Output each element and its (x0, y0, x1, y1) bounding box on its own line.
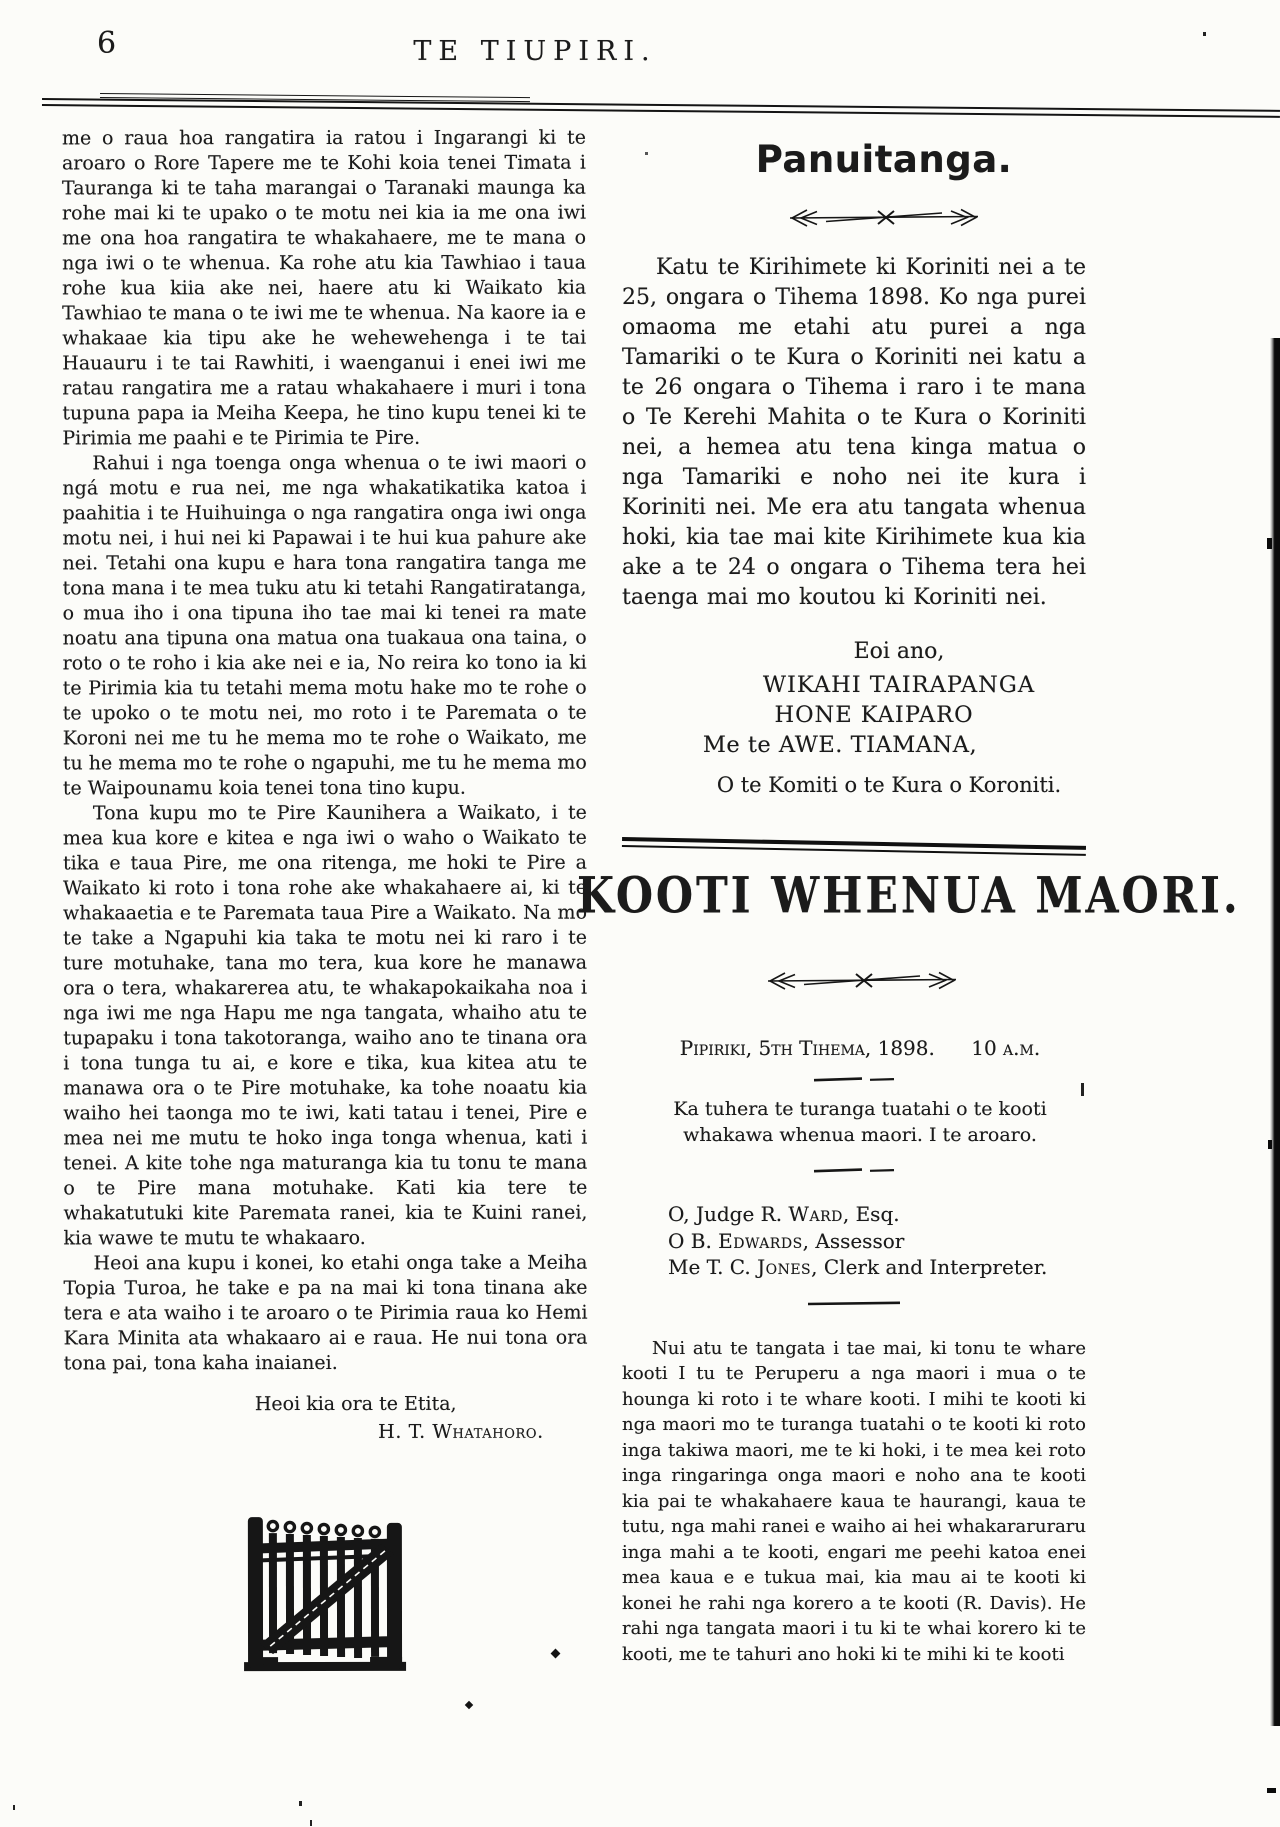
right-column (576, 138, 1241, 1667)
court-report-body: Nui atu te tangata i tae mai, ki tonu te whare kooti I tu te Peruperu a nga maori i mua o te hounga ki roto i te whare kooti. I mihi te kooti ki nga maori mo te turanga tuatahi o te kooti ki roto inga takiwa maori, me te ki hoki, i te mea kei roto inga ringaringa onga maori e noho ana te kooti kia pai te whakahaere kaua te haurangi, kaua te tutu, nga mahi ranei e waiho ai hei whakararuraru inga mahi a te kooti, engari me peehi katoa enei mea kaua e e tukua mai, kia mau ai te kooti ki konei he rahi nga korero a te kooti (R. Davis). He rahi nga tangata maori i tu ki te whai korero ki te kooti, me te tahuri ano hoki ki te mihi ki te kooti (622, 1337, 1086, 1665)
court-dateline (628, 1036, 1092, 1060)
scan-artifact (299, 1801, 302, 1806)
crossed-arrow-ornament-icon (762, 968, 962, 992)
dateline-time: 10 a.m. (971, 1036, 1041, 1060)
official-line (668, 1254, 1086, 1281)
official-line (668, 1228, 1086, 1255)
scan-artifact (1267, 538, 1272, 549)
section-title-kooti: KOOTI WHENUA MAORI. (576, 867, 1241, 926)
crossed-arrow-ornament-icon (784, 205, 984, 229)
official-name: Jones (757, 1255, 812, 1279)
committee-line: O te Komiti o te Kura o Koroniti. (716, 773, 1062, 797)
scan-artifact (645, 152, 648, 155)
official-post: , Assessor (802, 1228, 905, 1253)
section-divider-rule-icon (622, 837, 1086, 856)
short-dash-rule-icon (812, 1166, 896, 1175)
scan-artifact (465, 1701, 473, 1709)
official-pre: Me T. C. (668, 1255, 758, 1279)
court-officials (622, 1201, 1086, 1281)
scan-artifact (310, 1820, 312, 1826)
signatory-name: WIKAHI TAIRAPANGA (762, 672, 1036, 698)
article-paragraph: Heoi ana kupu i konei, ko etahi onga take a Meiha Topia Turoa, he take e pa na mai ki tona tinana ake tera e ata waiho i te aroaro o te Pirimia raua ko Hemi Kara Minita ata whakaaro ai e raua. He nui tona ora tona pai, tona kaha inaianei. (63, 1251, 588, 1375)
section-title-panuitanga: Panuitanga. (755, 138, 1013, 181)
official-pre: O, Judge R. (668, 1202, 789, 1226)
scan-artifact (1081, 1083, 1084, 1096)
notice-body: Katu te Kirihimete ki Koriniti nei a te 25, ongara o Tihema 1898. Ko nga purei omaoma me etahi atu purei a nga Tamariki o te Kura o Koriniti nei katu a te 26 ongara o Tihema i raro i te mana o Te Kerehi Mahita o te Kura o Koriniti nei, a hemea atu tena kinga matua o nga Tamariki e noho nei ite kura i Koriniti nei. Me era atu tangata whenua hoki, kia tae mai kite Kirihimete kua kia ake a te 24 o ongara o Tihema tera hei taenga mai mo koutou ki Koriniti nei. (622, 255, 1086, 610)
official-pre: O B. (668, 1228, 719, 1253)
signatory-name: Me te AWE. TIAMANA, (702, 732, 978, 758)
court-opening: Ka tuhera te turanga tuatahi o te kooti whakawa whenua maori. I te aroaro. (673, 1098, 1047, 1146)
masthead-title: TE TIUPIRI. (413, 36, 657, 67)
article-paragraph: Rahui i nga toenga onga whenua o te iwi maori o ngá motu e rua nei, me nga whakatikatika katoa i paahitia i te Huihuinga o nga rangatira onga iwi onga motu nei, i hui nei ki Papawai i te hui kua pahure ake nei. Tetahi ona kupu e hara tona rangatira tanga me tona mana i te mea tuku atu ki tetahi Rangatiratanga, o mua iho i ona tipuna iho tae mai ki tenei ra mate noatu ana tipuna ona matua ona tuakaua ona taina, o roto o te roho i kia ake nei e ia, No reira ko tono ia ki te Pirimia kia tu tetahi mema motu hake mo te rohe o te upoko o te motu nei, mo roto i te Paremata o te Koroni nei me tu he mema mo te rohe o Waikato, me tu he mema mo te rohe o ngapuhi, me tu he mema mo te Waipounamu koia tenei tona tino kupu. (62, 451, 587, 800)
short-dash-rule-icon (806, 1299, 902, 1308)
dateline-text: Pipiriki, 5th Tihema, 1898. (679, 1036, 935, 1060)
official-post: , Esq. (842, 1202, 900, 1226)
signature-name: H. T. Whatahoro. (378, 1420, 544, 1443)
scan-artifact (1203, 32, 1206, 36)
header-double-rule-icon (42, 98, 1280, 118)
closing-line: Eoi ano, (853, 639, 945, 664)
page-number: 6 (97, 26, 117, 61)
official-post: , Clerk and Interpreter. (811, 1255, 1048, 1279)
article-paragraph: me o raua hoa rangatira ia ratou i Ingarangi ki te aroaro o Rore Tapere me te Kohi koia tenei Timata i Tauranga ki te taha marangai o Taranaki maunga ka rohe mai ki te upako o te motu nei kia ia me ona iwi me ona hoa rangatira te whakahaere, me te mana o nga iwi o te whenua. Ka rohe atu kia Tawhiao i taua rohe kua kiia ake nei, haere atu ki Waikato kia Tawhiao te mana o te iwi me te whenua. Na kaore ia e whakaae kia tipu ake he wehewehenga i te tai Hauauru i te tai Rawhiti, i waenganui i enei iwi me ratau rangatira me a ratau whakahaere i muri i tona tupuna papa ia Meiha Keepa, he tino kupu tenei ki te Pirimia me paahi e te Pirimia te Pire. (61, 126, 587, 450)
scan-artifact (13, 1805, 15, 1810)
official-name: Ward (788, 1202, 843, 1226)
signatory-name: HONE KAIPARO (774, 702, 974, 728)
article-paragraph: Tona kupu mo te Pire Kaunihera a Waikato, i te mea kua kore e kitea e nga iwi o waho o Waikato te tika e taua Pire, me ona ritenga, me hoki te Pire a Waikato ki roto i tona rohe ake whakahaere ai, ki te whakaaetia e te Paremata taua Pire a Waikato. Na mo te take a Ngapuhi kia taka te motu nei ki raro i te ture motuhake, tana mo tera, kua kore he manawa ora o tera, whakarerea atu, te whakapokaikaha noa i nga iwi me nga Hapu me nga tangata, whaiho atu te tupapaku i tona takotoranga, waiho ano te tinana ora i tona tunga tu ai, e kore e tika, kua kitea atu te manawa ora o te Pire motuhake, ka tohe noaatu kia waiho hei taonga mo te iwi, kati tatau i tenei, Pire e mea nei me mutu te hoko inga tonga whenua, kati i tenei. A kite tohe nga maturanga kia tu tonu te mana o te Pire mana motuhake. Kati kia tere te whakatutuki kite Paremata ranei, kia te Kuini ranei, kia wawe te mutu te whakaaro. (62, 801, 588, 1250)
scan-artifact (1267, 1788, 1276, 1793)
official-line (668, 1201, 1086, 1228)
official-name: Edwards (718, 1228, 803, 1253)
signoff-line: Heoi kia ora te Etita, (254, 1392, 457, 1416)
picket-gate-icon (242, 1511, 410, 1679)
left-column (62, 126, 588, 1680)
short-dash-rule-icon (812, 1075, 896, 1084)
scan-artifact (1268, 1140, 1272, 1149)
